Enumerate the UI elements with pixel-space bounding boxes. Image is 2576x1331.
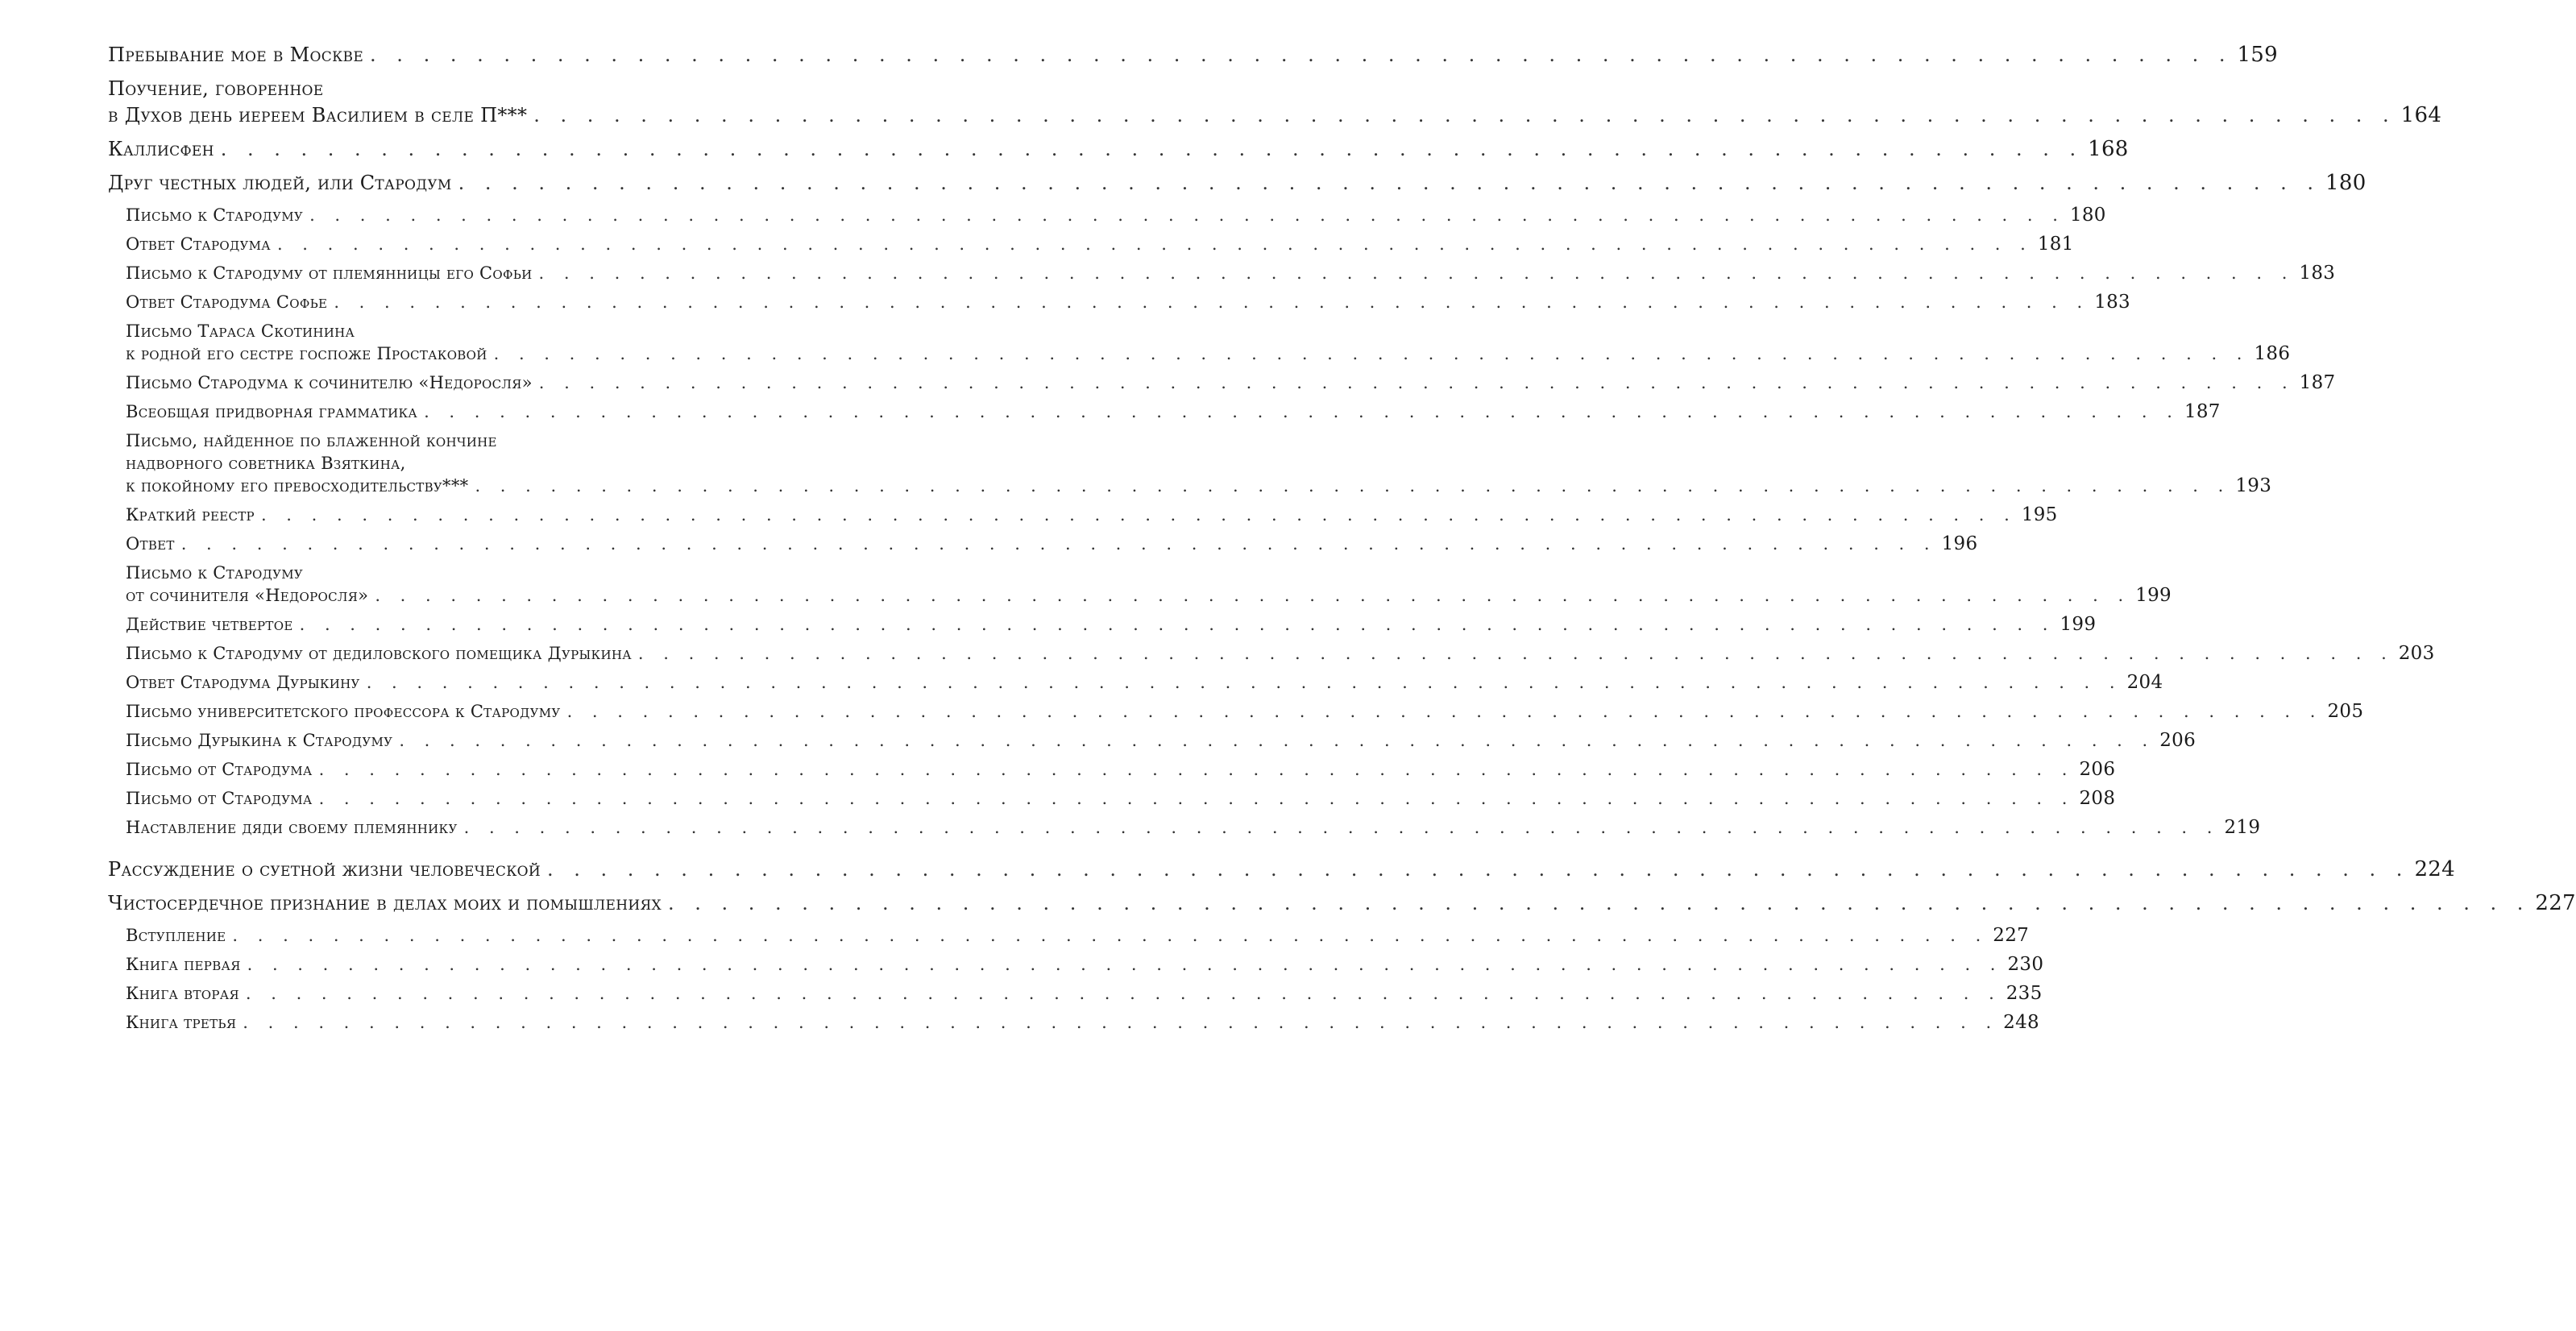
toc-entry-title: [126, 291, 2130, 313]
toc-entry-page-number: 224: [2414, 857, 2455, 881]
toc-entry-title: [126, 729, 2196, 752]
dot-leader: . . . . . . . . . . . . . . . . . . . . . . . . . . . . . . . . . . . . . . . . . . . . . . . . . . . . . . . . . . . . . . . . . . . . . .: [463, 818, 2220, 837]
dot-leader: . . . . . . . . . . . . . . . . . . . . . . . . . . . . . . . . . . . . . . . . . . . . . . . . . . . . . . . . . . . . . . . . . . . . . .: [399, 731, 2155, 750]
toc-entry-title-line: Ответ Стародума Софье: [126, 292, 328, 312]
toc-entry-title-line: Письмо, найденное по блаженной кончине: [126, 431, 497, 450]
toc-entry[interactable]: [108, 613, 2097, 636]
toc-entry-title-line: Книга третья: [126, 1013, 237, 1032]
toc-entry[interactable]: [108, 262, 2336, 284]
toc-entry-title: [126, 982, 2043, 1005]
toc-entry-title-line: Письмо Стародума к сочинителю «Недоросля»: [126, 373, 533, 392]
dot-leader: . . . . . . . . . . . . . . . . . . . . . . . . . . . . . . . . . . . . . . . . . . . . . . . . . . . . . . . . . . . . . . . . . . . . . .: [247, 955, 2003, 974]
table-of-contents: [108, 42, 2576, 1040]
dot-leader: . . . . . . . . . . . . . . . . . . . . . . . . . . . . . . . . . . . . . . . . . . . . . . . . . . . . . . . . . . . . . . . . . . . . . .: [299, 615, 2055, 634]
toc-entry-title: [126, 371, 2335, 394]
toc-entry-title-line: Книга первая: [126, 955, 241, 974]
toc-entry-title: [126, 642, 2435, 665]
toc-entry-page-number: 195: [2021, 504, 2058, 525]
toc-entry-title-line: Рассуждение о суетной жизни человеческой: [108, 858, 541, 881]
toc-entry-title: [108, 42, 2278, 68]
toc-entry-title-line: в Духов день иереем Василием в селе П***: [108, 104, 528, 126]
toc-entry-title-line: Письмо к Стародуму: [126, 205, 304, 225]
toc-entry[interactable]: [108, 233, 2074, 255]
toc-entry[interactable]: [108, 671, 2163, 694]
dot-leader: . . . . . . . . . . . . . . . . . . . . . . . . . . . . . . . . . . . . . . . . . . . . . . . . . . . . . . . . . . . . . . . . . . . . . .: [566, 702, 2323, 721]
toc-entry[interactable]: [108, 700, 2364, 723]
dot-leader: . . . . . . . . . . . . . . . . . . . . . . . . . . . . . . . . . . . . . . . . . . . . . . . . . . . . . . . . . . . . . . . . . . . . . .: [243, 1013, 1999, 1032]
toc-entry[interactable]: [108, 204, 2106, 226]
dot-leader: . . . . . . . . . . . . . . . . . . . . . . . . . . . . . . . . . . . . . . . . . . . . . . . . . . . . . . . . . . . . . . . . . . . . . .: [245, 984, 2001, 1003]
toc-entry[interactable]: [108, 400, 2221, 423]
toc-entry-title: [108, 856, 2455, 883]
toc-entry-page-number: 199: [2135, 585, 2172, 606]
toc-entry[interactable]: [108, 170, 2367, 197]
toc-entry[interactable]: [108, 504, 2058, 526]
toc-entry-page-number: 183: [2299, 263, 2336, 284]
dot-leader: . . . . . . . . . . . . . . . . . . . . . . . . . . . . . . . . . . . . . . . . . . . . . . . . . . . . . . . . . . . . . . . . . . . . . .: [220, 138, 2084, 160]
toc-entry[interactable]: [108, 856, 2455, 883]
toc-entry-page-number: 180: [2069, 205, 2106, 226]
toc-entry-title-line: Друг честных людей, или Стародум: [108, 172, 452, 194]
toc-entry[interactable]: [108, 982, 2043, 1005]
toc-entry-title-line: Письмо к Стародуму от дедиловского помещика Дурыкина: [126, 644, 632, 663]
dot-leader: . . . . . . . . . . . . . . . . . . . . . . . . . . . . . . . . . . . . . . . . . . . . . . . . . . . . . . . . . . . . . . . . . . . . . .: [637, 644, 2394, 663]
toc-entry[interactable]: [108, 758, 2116, 781]
dot-leader: . . . . . . . . . . . . . . . . . . . . . . . . . . . . . . . . . . . . . . . . . . . . . . . . . . . . . . . . . . . . . . . . . . . . . .: [538, 373, 2295, 392]
toc-entry-title-line: Краткий реестр: [126, 505, 255, 525]
toc-entry[interactable]: [108, 729, 2196, 752]
dot-leader: . . . . . . . . . . . . . . . . . . . . . . . . . . . . . . . . . . . . . . . . . . . . . . . . . . . . . . . . . . . . . . . . . . . . . .: [533, 104, 2396, 126]
toc-entry-page-number: 235: [2006, 983, 2043, 1004]
toc-entry-title: [126, 429, 2271, 497]
toc-entry[interactable]: [108, 42, 2278, 68]
toc-entry-page-number: 159: [2237, 43, 2278, 67]
toc-entry-title: [126, 613, 2096, 636]
toc-entry-title-line: Вступление: [126, 926, 226, 945]
toc-entry-title-line: Чистосердечное признание в делах моих и помышлениях: [108, 892, 662, 914]
toc-entry-page-number: 230: [2007, 954, 2044, 975]
toc-entry-title: [108, 890, 2576, 917]
toc-entry-title: [108, 170, 2367, 197]
toc-entry-page-number: 196: [1941, 533, 1978, 554]
toc-entry-title-line: Книга вторая: [126, 984, 239, 1003]
toc-entry-title-line: Письмо Тараса Скотинина: [126, 321, 355, 341]
toc-entry-title-line: Письмо от Стародума: [126, 789, 313, 808]
toc-entry-title: [108, 136, 2129, 163]
toc-entry-title-line: Письмо университетского профессора к Стародуму: [126, 702, 561, 721]
toc-entry-title-line: Наставление дяди своему племяннику: [126, 818, 458, 837]
toc-entry-title: [126, 700, 2363, 723]
toc-entry-page-number: 187: [2299, 372, 2336, 393]
toc-entry-page-number: 219: [2224, 817, 2261, 838]
dot-leader: . . . . . . . . . . . . . . . . . . . . . . . . . . . . . . . . . . . . . . . . . . . . . . . . . . . . . . . . . . . . . . . . . . . . . .: [334, 292, 2090, 312]
toc-entry-title: [126, 204, 2106, 226]
toc-entry-title: [126, 671, 2163, 694]
toc-entry-title-line: Ответ Стародума Дурыкину: [126, 673, 360, 692]
toc-entry[interactable]: [108, 76, 2442, 129]
dot-leader: . . . . . . . . . . . . . . . . . . . . . . . . . . . . . . . . . . . . . . . . . . . . . . . . . . . . . . . . . . . . . . . . . . . . . .: [458, 172, 2321, 194]
toc-entry-page-number: 206: [2079, 759, 2116, 780]
toc-entry-title-line: Письмо к Стародуму от племянницы его Софьи: [126, 263, 533, 283]
dot-leader: . . . . . . . . . . . . . . . . . . . . . . . . . . . . . . . . . . . . . . . . . . . . . . . . . . . . . . . . . . . . . . . . . . . . . .: [318, 760, 2075, 779]
toc-entry-title: [126, 562, 2172, 607]
dot-leader: . . . . . . . . . . . . . . . . . . . . . . . . . . . . . . . . . . . . . . . . . . . . . . . . . . . . . . . . . . . . . . . . . . . . . .: [180, 534, 1937, 554]
toc-entry-title-line: Письмо Дурыкина к Стародуму: [126, 731, 393, 750]
dot-leader: . . . . . . . . . . . . . . . . . . . . . . . . . . . . . . . . . . . . . . . . . . . . . . . . . . . . . . . . . . . . . . . . . . . . . .: [538, 263, 2295, 283]
dot-leader: . . . . . . . . . . . . . . . . . . . . . . . . . . . . . . . . . . . . . . . . . . . . . . . . . . . . . . . . . . . . . . . . . . . . . .: [260, 505, 2017, 525]
toc-entry-title: [126, 758, 2115, 781]
toc-entry-title-line: Всеобщая придворная грамматика: [126, 402, 418, 421]
toc-entry[interactable]: [108, 816, 2261, 839]
toc-entry-page-number: 183: [2094, 292, 2130, 313]
dot-leader: . . . . . . . . . . . . . . . . . . . . . . . . . . . . . . . . . . . . . . . . . . . . . . . . . . . . . . . . . . . . . . . . . . . . . .: [475, 476, 2231, 495]
toc-entry-page-number: 206: [2159, 730, 2196, 751]
toc-entry-page-number: 227: [2535, 891, 2576, 915]
toc-entry[interactable]: [108, 320, 2291, 365]
dot-leader: . . . . . . . . . . . . . . . . . . . . . . . . . . . . . . . . . . . . . . . . . . . . . . . . . . . . . . . . . . . . . . . . . . . . . .: [309, 205, 2065, 225]
toc-entry-title-line: Ответ: [126, 534, 175, 554]
toc-entry-page-number: 180: [2325, 171, 2367, 195]
toc-entry-title: [126, 400, 2221, 423]
toc-entry-title: [126, 262, 2335, 284]
dot-leader: . . . . . . . . . . . . . . . . . . . . . . . . . . . . . . . . . . . . . . . . . . . . . . . . . . . . . . . . . . . . . . . . . . . . . .: [547, 858, 2410, 881]
dot-leader: . . . . . . . . . . . . . . . . . . . . . . . . . . . . . . . . . . . . . . . . . . . . . . . . . . . . . . . . . . . . . . . . . . . . . .: [667, 892, 2531, 914]
toc-entry-title-line: Ответ Стародума: [126, 234, 271, 254]
toc-entry-title-line: Поучение, говоренное: [108, 77, 324, 100]
toc-entry[interactable]: [108, 642, 2435, 665]
toc-entry-title-line: Письмо к Стародуму: [126, 563, 304, 583]
toc-entry[interactable]: [108, 924, 2030, 947]
toc-entry-page-number: 168: [2088, 137, 2129, 161]
toc-entry[interactable]: [108, 533, 1978, 555]
toc-entry-title-line: к родной его сестре госпоже Простаковой: [126, 344, 487, 363]
toc-entry-page-number: 205: [2327, 701, 2364, 722]
toc-entry-page-number: 227: [1993, 925, 2030, 946]
toc-entry[interactable]: [108, 787, 2116, 810]
dot-leader: . . . . . . . . . . . . . . . . . . . . . . . . . . . . . . . . . . . . . . . . . . . . . . . . . . . . . . . . . . . . . . . . . . . . . .: [276, 234, 2033, 254]
dot-leader: . . . . . . . . . . . . . . . . . . . . . . . . . . . . . . . . . . . . . . . . . . . . . . . . . . . . . . . . . . . . . . . . . . . . . .: [370, 44, 2233, 66]
toc-entry-page-number: 181: [2037, 234, 2074, 255]
toc-entry-page-number: 186: [2254, 343, 2291, 364]
dot-leader: . . . . . . . . . . . . . . . . . . . . . . . . . . . . . . . . . . . . . . . . . . . . . . . . . . . . . . . . . . . . . . . . . . . . . .: [493, 344, 2250, 363]
toc-entry-title: [126, 924, 2029, 947]
dot-leader: . . . . . . . . . . . . . . . . . . . . . . . . . . . . . . . . . . . . . . . . . . . . . . . . . . . . . . . . . . . . . . . . . . . . . .: [318, 789, 2075, 808]
toc-entry-page-number: 248: [2003, 1012, 2039, 1033]
toc-entry[interactable]: [108, 953, 2044, 976]
toc-entry-title: [108, 76, 2441, 129]
dot-leader: . . . . . . . . . . . . . . . . . . . . . . . . . . . . . . . . . . . . . . . . . . . . . . . . . . . . . . . . . . . . . . . . . . . . . .: [232, 926, 1989, 945]
toc-entry-title-line: надворного советника Взяткина,: [126, 454, 406, 473]
toc-entry-title-line: от сочинителя «Недоросля»: [126, 586, 369, 605]
toc-entry[interactable]: [108, 1011, 2039, 1034]
toc-entry-title-line: Пребывание мое в Москве: [108, 44, 364, 66]
toc-entry-title: [126, 320, 2290, 365]
toc-entry-title: [126, 1011, 2039, 1034]
toc-entry-title: [126, 787, 2115, 810]
toc-entry-title: [126, 953, 2043, 976]
toc-entry-title-line: к покойному его превосходительству***: [126, 476, 469, 495]
toc-entry-title-line: Каллисфен: [108, 138, 214, 160]
dot-leader: . . . . . . . . . . . . . . . . . . . . . . . . . . . . . . . . . . . . . . . . . . . . . . . . . . . . . . . . . . . . . . . . . . . . . .: [424, 402, 2180, 421]
toc-entry-title-line: Действие четвертое: [126, 615, 293, 634]
toc-entry-title: [126, 533, 1977, 555]
toc-entry-title: [126, 233, 2074, 255]
toc-entry[interactable]: [108, 291, 2130, 313]
toc-entry[interactable]: [108, 429, 2272, 497]
toc-entry-page-number: 204: [2126, 672, 2163, 693]
toc-entry[interactable]: [108, 371, 2336, 394]
dot-leader: . . . . . . . . . . . . . . . . . . . . . . . . . . . . . . . . . . . . . . . . . . . . . . . . . . . . . . . . . . . . . . . . . . . . . .: [366, 673, 2122, 692]
toc-entry-page-number: 193: [2235, 475, 2272, 496]
toc-entry[interactable]: [108, 136, 2129, 163]
dot-leader: . . . . . . . . . . . . . . . . . . . . . . . . . . . . . . . . . . . . . . . . . . . . . . . . . . . . . . . . . . . . . . . . . . . . . .: [375, 586, 2131, 605]
toc-entry-title-line: Письмо от Стародума: [126, 760, 313, 779]
toc-entry-page-number: 199: [2060, 614, 2097, 635]
toc-entry-page-number: 208: [2079, 788, 2116, 809]
toc-entry-page-number: 187: [2184, 401, 2221, 422]
toc-entry[interactable]: [108, 562, 2172, 607]
toc-entry-title: [126, 816, 2260, 839]
toc-entry-title: [126, 504, 2058, 526]
toc-entry[interactable]: [108, 890, 2576, 917]
toc-entry-page-number: 203: [2398, 643, 2435, 664]
toc-entry-page-number: 164: [2400, 103, 2442, 127]
